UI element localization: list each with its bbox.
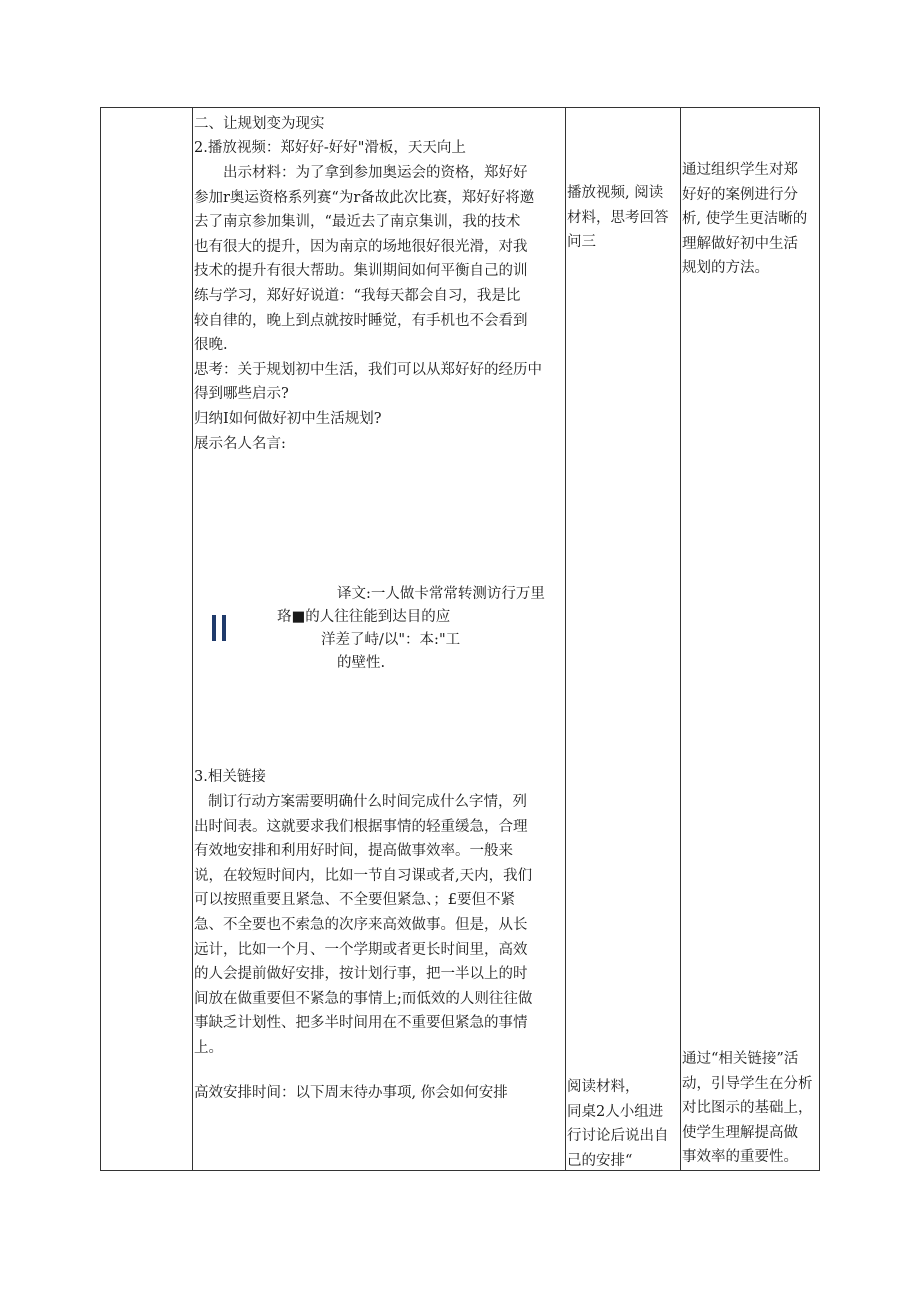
activity-line: 播放视频, 阅读	[567, 185, 664, 201]
intent-line: 规划的方法。	[682, 260, 769, 277]
body-line: 制订行动方案需要明确什么时间完成什么字情，列	[208, 794, 527, 810]
body-line: 间放在做重要但不紧急的事情上;而低效的人则往往做	[194, 990, 533, 1007]
intent-line: 好好的案例进行分	[682, 186, 798, 203]
intent-line: 使学生理解提高做	[682, 1124, 798, 1141]
student-activity-2	[567, 1075, 669, 1173]
student-activity-1	[567, 181, 669, 255]
intent-line: 动，引导学生在分析	[682, 1075, 813, 1092]
column-divider-1	[192, 107, 193, 1170]
material-line: 参加r奥运资格系列赛“为r备故此次比赛，郑好好将邀	[194, 189, 535, 206]
activity-line: 问三	[567, 234, 596, 251]
item2-material	[194, 161, 542, 456]
activity-line: 材料，思考回答	[567, 209, 669, 226]
body-line: 急、不全要也不索急的次序来高效做事。但是，从长	[194, 916, 528, 933]
body-line: 上。	[194, 1039, 223, 1056]
quote-line: 洋差了峙/以"：本:"工	[321, 632, 461, 648]
intent-line: 通过“相关链接”活	[682, 1051, 799, 1067]
body-line: 的人会提前做好安排，按计划行事，把一半以上的时	[194, 966, 528, 983]
item3-title: 3.相关链接	[194, 769, 266, 785]
material-line: 也有很大的提升，因为南京的场地很好很光滑，对我	[194, 238, 528, 255]
activity-line: 阅读材料，	[567, 1079, 640, 1095]
activity-line: 己的安排“	[567, 1152, 633, 1169]
activity-line: 同桌2人小组进	[567, 1103, 664, 1120]
material-line: 练与学习，郑好好说道：“我每天都会自习，我是比	[194, 287, 521, 304]
quote-line: 的壁性.	[337, 655, 386, 671]
quote-line: 珞■的人往往能到达目的应	[277, 609, 451, 625]
column-divider-2	[565, 107, 566, 1170]
body-line: 事缺乏计划性、把多半时间用在不重要但紧急的事情	[194, 1015, 528, 1032]
item3-task: 高效安排时间：以下周末待办事项, 你会如何安排	[194, 1085, 508, 1101]
body-line: 有效地安排和利用好时间，提高做事效率。一般来	[194, 843, 513, 860]
intent-line: 通过组织学生对郑	[682, 162, 798, 178]
intent-line: 理解做好初中生活	[682, 235, 798, 252]
body-line: 出时间表。这就要求我们根据事情的轻重缓急，合理	[194, 818, 528, 835]
body-line: 远计，比如一个月、一个学期或者更长时间里，高效	[194, 941, 528, 958]
intent-line: 析, 使学生更洁晰的	[682, 211, 808, 228]
body-line: 说，在较短时间内，比如一节自习课或者,天内，我们	[194, 867, 533, 884]
column-divider-3	[680, 107, 681, 1170]
item2-title: 2.播放视频：郑好好-好好"滑板，天天向上	[194, 140, 466, 156]
think-line: 得到哪些启示?	[194, 386, 289, 403]
material-line: 很晚.	[194, 337, 228, 354]
quote-intro: 展示名人名言:	[194, 435, 286, 452]
material-line: 技术的提升有很大帮助。集训期间如何平衡自己的训	[194, 263, 528, 280]
item3-body	[194, 790, 532, 1061]
intent-line: 对比图示的基础上，	[682, 1100, 813, 1117]
section-heading: 二、让规划变为现实	[194, 116, 325, 132]
think-line: 思考：关于规划初中生活，我们可以从郑好好的经历中	[194, 361, 542, 378]
summary-line: 归纳I如何做好初中生活规划?	[194, 410, 382, 427]
design-intent-1	[682, 158, 807, 281]
quote-line: 译文:一人做卡常常转测访行万里	[337, 586, 545, 602]
body-line: 可以按照重要且紧急、不全要但紧急、；£要但不紧	[194, 892, 515, 909]
design-intent-2	[682, 1047, 813, 1170]
activity-line: 行讨论后说出自	[567, 1128, 669, 1145]
material-line: 去了南京参加集训，“最近去了南京集训，我的技术	[194, 214, 521, 231]
material-line: 出示材料：为了拿到参加奥运会的资格，郑好好	[223, 165, 528, 181]
intent-line: 事效率的重要性。	[682, 1149, 798, 1166]
material-line: 较自律的，晚上到点就按时睡觉，有手机也不会看到	[194, 312, 528, 329]
quote-logo-icon	[210, 615, 230, 641]
